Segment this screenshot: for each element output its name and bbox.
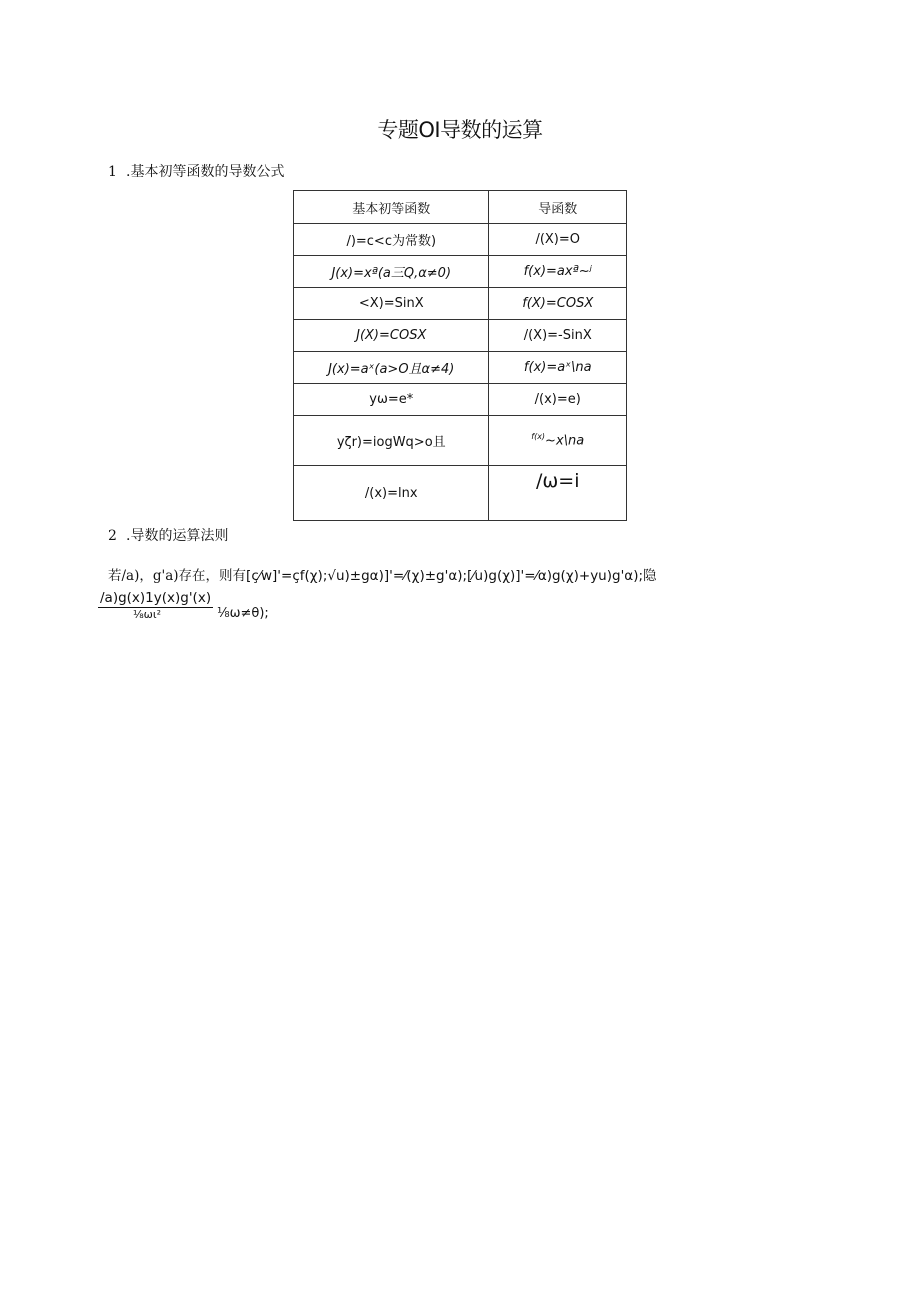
header-cell-derivative: 导函数 — [489, 191, 627, 224]
function-cell: <X)=SinX — [294, 288, 489, 320]
function-cell: yω=e* — [294, 384, 489, 416]
fraction-denominator: ⅛ωι² — [133, 608, 162, 621]
table-row — [294, 384, 627, 416]
derivative-cell: /(x)=e) — [489, 384, 627, 416]
derivative-cell — [489, 416, 627, 466]
rules-intro: 若/a)，g'a)存在，则有 — [108, 568, 247, 584]
derivative-text: ~x\na — [545, 433, 585, 449]
function-cell: J(X)=COSX — [294, 320, 489, 352]
table-row — [294, 416, 627, 466]
table-row — [294, 320, 627, 352]
section-number: 1 — [108, 164, 117, 180]
function-cell: /(x)=lnx — [294, 466, 489, 521]
fraction-numerator: /a)g(x)1y(x)g'(x) — [100, 590, 212, 606]
section-label: .导数的运算法则 — [126, 528, 229, 544]
function-cell: J(x)=aˣ(a>O且α≠4) — [294, 352, 489, 384]
derivative-cell: f(x)=axª~ʲ — [489, 256, 627, 288]
function-cell: yζr)=iogWq>o且 — [294, 416, 489, 466]
table-row — [294, 256, 627, 288]
header-cell-function: 基本初等函数 — [294, 191, 489, 224]
page-title: 专题OI导数的运算 — [377, 118, 543, 142]
table-header-row — [294, 191, 627, 224]
fraction-condition: ⅛ω≠θ); — [217, 606, 269, 621]
table-row — [294, 288, 627, 320]
derivative-cell: /(X)=O — [489, 224, 627, 256]
derivative-table — [293, 190, 627, 521]
function-cell: J(x)=xª(a三Q,α≠0) — [294, 256, 489, 288]
table-row — [294, 352, 627, 384]
section-label: .基本初等函数的导数公式 — [126, 164, 285, 180]
section-heading-1 — [108, 161, 284, 181]
rules-formula: [ç⁄w]'=çf(χ);√u)±gα)]'=⁄(χ)±g'α);[⁄u)g(χ)]'=⁄α)g(χ)+yu)g'α);隐 — [246, 568, 657, 584]
rules-paragraph — [108, 564, 657, 584]
section-heading-2 — [108, 525, 228, 545]
derivative-cell: f(x)=aˣ\na — [489, 352, 627, 384]
derivative-superscript: f(x) — [531, 432, 546, 442]
table-row — [294, 224, 627, 256]
derivative-cell: /ω=i — [489, 466, 627, 521]
section-number: 2 — [108, 528, 117, 544]
derivative-cell: /(X)=-SinX — [489, 320, 627, 352]
derivative-cell: f(X)=COSX — [489, 288, 627, 320]
function-cell: /)=c<c为常数) — [294, 224, 489, 256]
table-row — [294, 466, 627, 521]
